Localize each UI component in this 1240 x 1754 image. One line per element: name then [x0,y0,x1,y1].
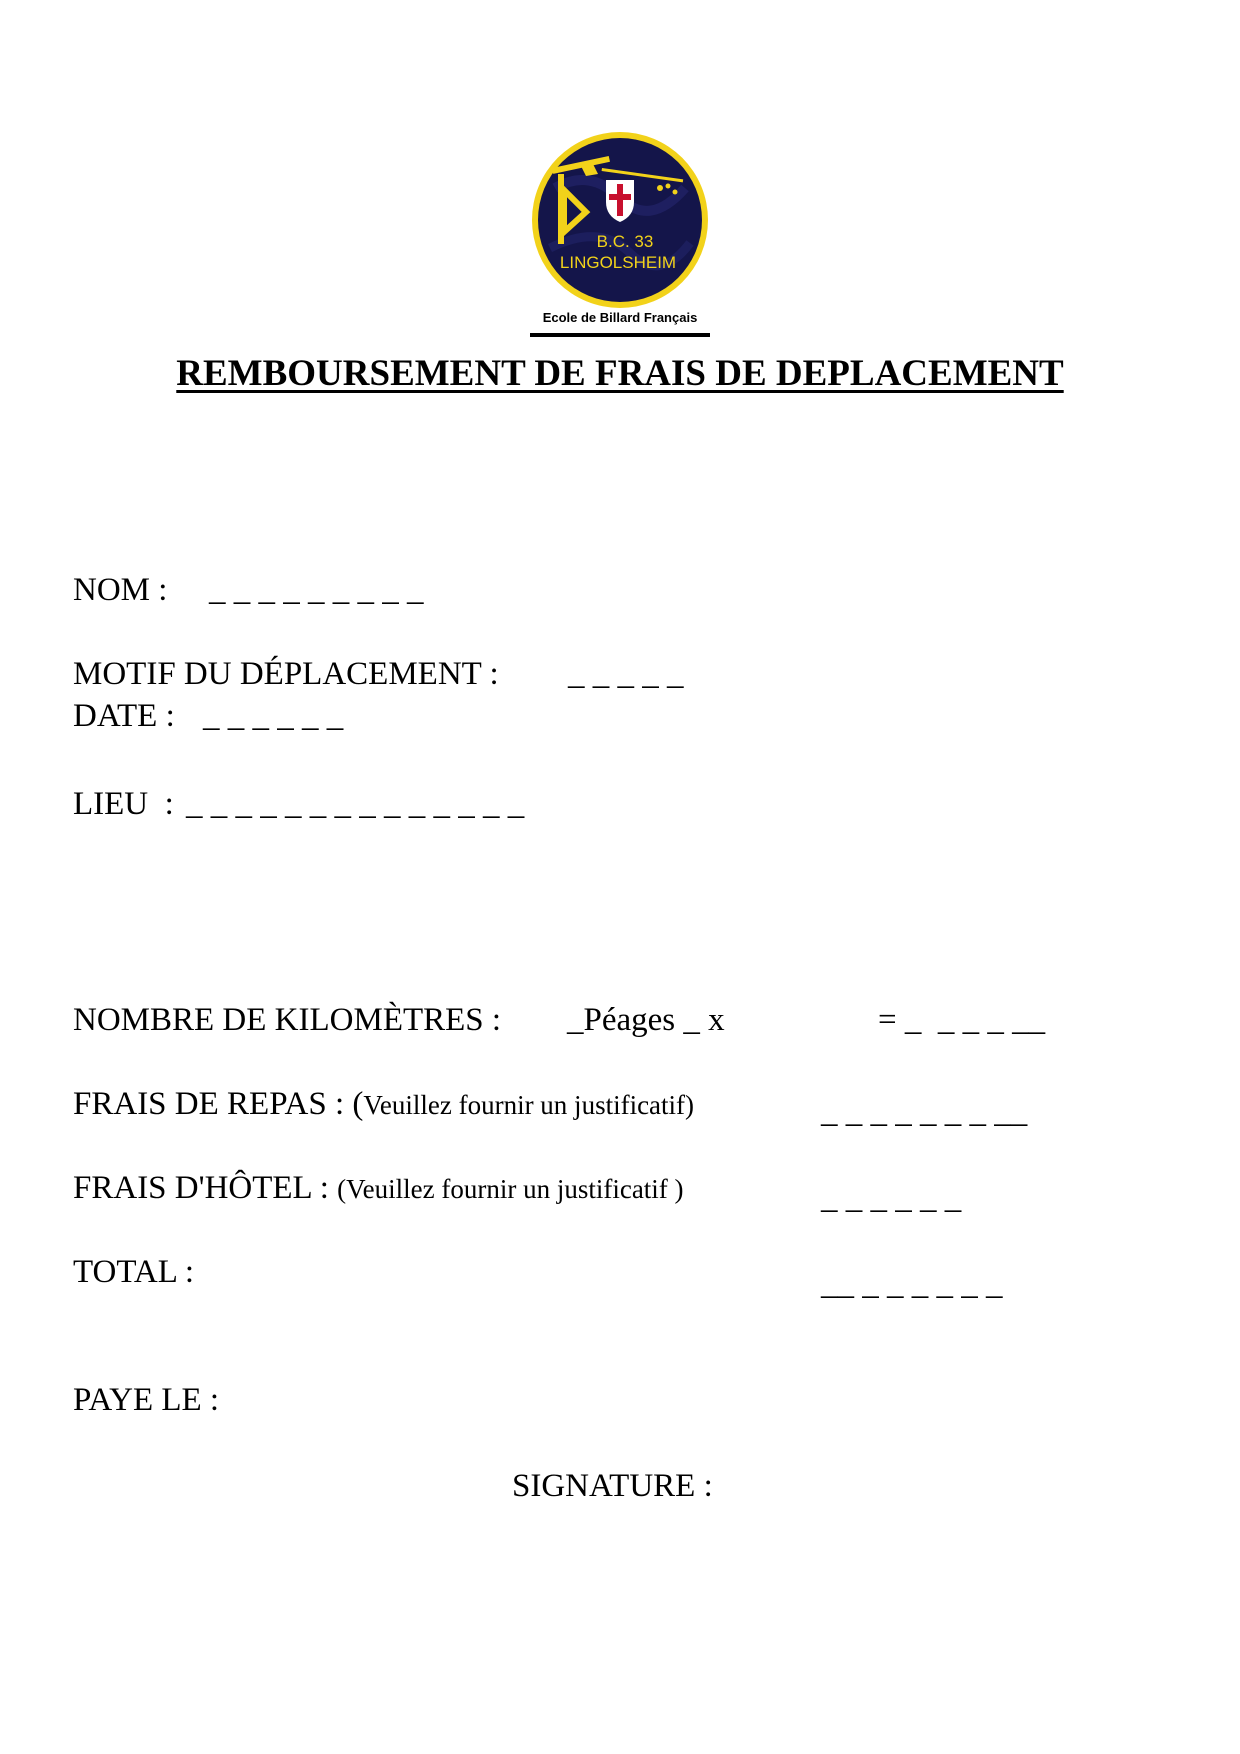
nom-label: NOM : [73,572,168,608]
nom-field[interactable]: _ _ _ _ _ _ _ _ _ [209,572,424,608]
logo-club-line1: B.C. 33 [596,232,654,251]
page-title: REMBOURSEMENT DE FRAIS DE DEPLACEMENT [176,353,1064,394]
repas-label-text: FRAIS DE REPAS : ( [73,1086,364,1122]
signature-label: SIGNATURE : [512,1468,713,1504]
total-label: TOTAL : [73,1254,195,1290]
club-logo-graphic [510,128,730,348]
total-field[interactable]: __ _ _ _ _ _ _ [821,1266,1003,1302]
hotel-field[interactable]: _ _ _ _ _ _ [821,1180,962,1216]
hotel-label [73,1172,684,1205]
logo-caption: Ecole de Billard Français [542,310,698,325]
date-field[interactable]: _ _ _ _ _ _ [203,698,344,734]
kilometres-total-field[interactable]: = _ _ _ _ __ [878,1002,1046,1038]
repas-label [73,1088,694,1121]
hotel-note: (Veuillez fournir un justificatif ) [337,1174,684,1204]
logo-club-line2: LINGOLSHEIM [559,253,677,272]
club-logo [510,128,730,348]
paye-le-label: PAYE LE : [73,1382,220,1418]
lieu-label: LIEU : [73,786,174,822]
kilometres-peages-field[interactable]: _Péages _ x [567,1002,725,1038]
motif-label: MOTIF DU DÉPLACEMENT : [73,656,499,692]
lieu-field[interactable]: _ _ _ _ _ _ _ _ _ _ _ _ _ _ [186,786,525,822]
logo-underline [530,333,710,337]
repas-field[interactable]: _ _ _ _ _ _ _ __ [821,1094,1028,1130]
motif-field[interactable]: _ _ _ _ _ [568,656,684,692]
date-label: DATE : [73,698,175,734]
hotel-label-text: FRAIS D'HÔTEL : [73,1170,329,1206]
kilometres-label: NOMBRE DE KILOMÈTRES : [73,1002,502,1038]
repas-note: Veuillez fournir un justificatif) [363,1090,695,1120]
